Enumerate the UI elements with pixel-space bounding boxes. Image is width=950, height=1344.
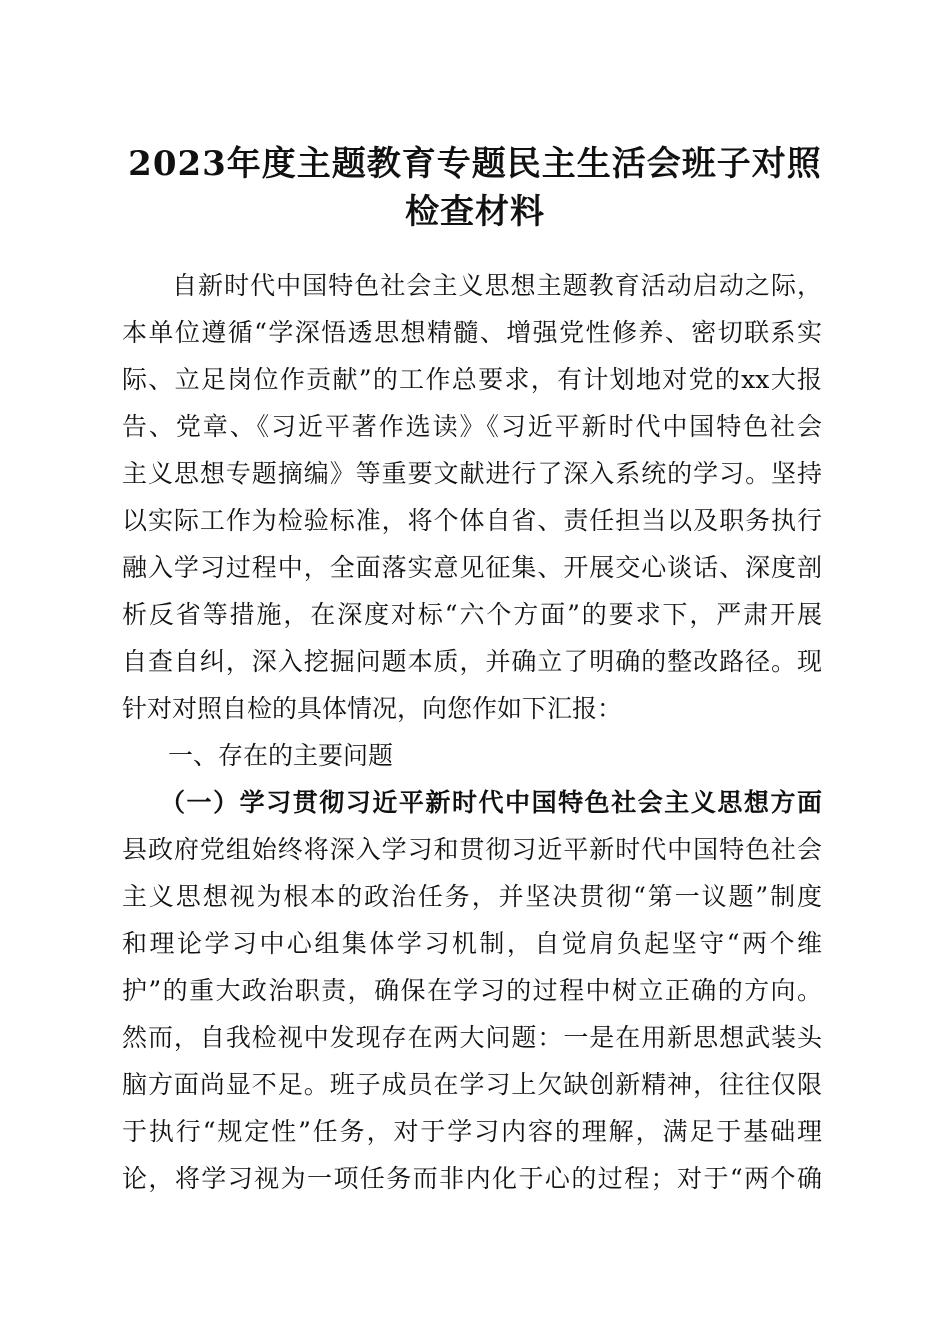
- section-line: 和理论学习中心组集体学习机制，自觉肩负起坚守“两个维: [122, 929, 822, 958]
- section-line: 护”的重大政治职责，确保在学习的过程中树立正确的方向。: [122, 976, 822, 1005]
- section-line: 论，将学习视为一项任务而非内化于心的过程；对于“两个确: [122, 1164, 822, 1193]
- intro-line: 际、立足岗位作贡献”的工作总要求，有计划地对党的xx大报: [122, 365, 822, 394]
- intro-line: 自查自纠，深入挖掘问题本质，并确立了明确的整改路径。现: [122, 647, 822, 676]
- intro-line: 主义思想专题摘编》等重要文献进行了深入系统的学习。坚持: [122, 459, 822, 488]
- intro-line: 以实际工作为检验标准，将个体自省、责任担当以及职务执行: [122, 506, 822, 535]
- title-line-1: 2023年度主题教育专题民主生活会班子对照: [128, 144, 822, 184]
- intro-line: 告、党章、《习近平著作选读》《习近平新时代中国特色社会: [122, 412, 822, 441]
- intro-line: 析反省等措施，在深度对标“六个方面”的要求下，严肃开展: [122, 600, 822, 629]
- section-line: 主义思想视为根本的政治任务，并坚决贯彻“第一议题”制度: [122, 882, 822, 911]
- intro-line: 本单位遵循“学深悟透思想精髓、增强党性修养、密切联系实: [122, 318, 822, 347]
- intro-line: 自新时代中国特色社会主义思想主题教育活动启动之际，: [172, 271, 822, 300]
- intro-line: 针对对照自检的具体情况，向您作如下汇报：: [122, 694, 623, 723]
- section-line: 于执行“规定性”任务，对于学习内容的理解，满足于基础理: [122, 1117, 822, 1146]
- section-line: 脑方面尚显不足。班子成员在学习上欠缺创新精神，往往仅限: [122, 1070, 822, 1099]
- title-line-2: 检查材料: [405, 192, 545, 232]
- document-body: [122, 262, 822, 1202]
- document-title: [120, 140, 830, 236]
- intro-line: 融入学习过程中，全面落实意见征集、开展交心谈话、深度剖: [122, 553, 822, 582]
- subsection-heading: （一）学习贯彻习近平新时代中国特色社会主义思想方面: [160, 788, 822, 817]
- section-heading: 一、存在的主要问题: [168, 741, 394, 770]
- section-line: 然而，自我检视中发现存在两大问题：一是在用新思想武装头: [122, 1023, 822, 1052]
- section-line: 县政府党组始终将深入学习和贯彻习近平新时代中国特色社会: [122, 835, 822, 864]
